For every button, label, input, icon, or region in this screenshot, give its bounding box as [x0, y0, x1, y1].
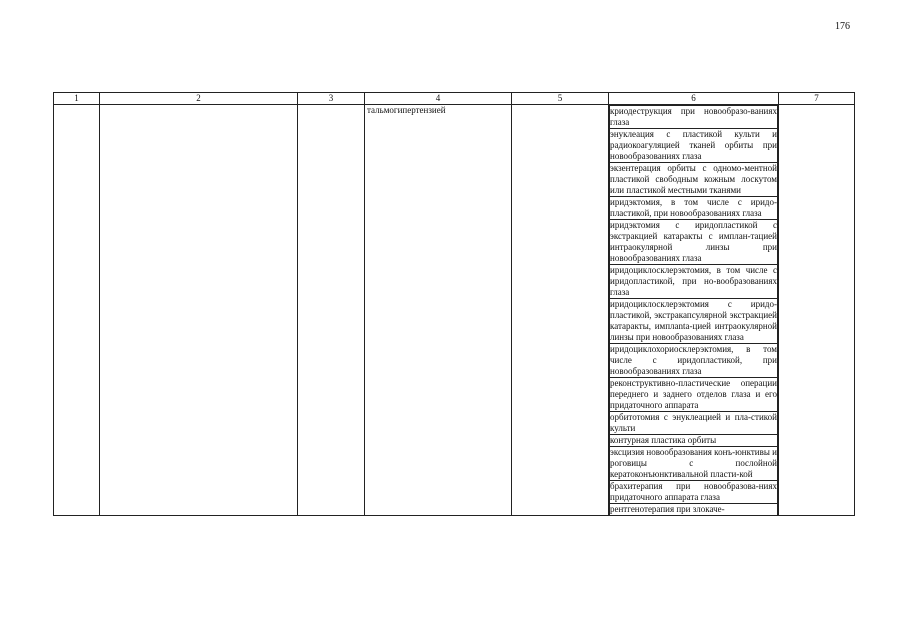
page-number: 176	[835, 21, 850, 32]
cell-col1	[54, 105, 100, 516]
procedure-item: орбитотомия с энуклеацией и пла-стикой культи	[610, 412, 777, 433]
column-header-2: 2	[100, 93, 298, 105]
procedure-item: энуклеация с пластикой культи и радиокоагуляцией тканей орбиты при новообразованиях глаза	[610, 129, 777, 161]
cell-col3	[298, 105, 365, 516]
procedure-item: иридоциклохориосклерэктомия, в том числе с иридопластикой, при новообразованиях глаза	[610, 344, 777, 376]
procedure-item: рентгенотерапия при злокаче-	[610, 504, 778, 516]
cell-col6	[609, 105, 779, 516]
procedures-table	[53, 92, 855, 516]
column-header-4: 4	[365, 93, 512, 105]
procedure-item: иридэктомия с иридопластикой с экстракцией катаракты с имплан-тацией интраокулярной линзы при новообразованиях глаза	[610, 220, 777, 263]
cell-col4	[365, 105, 512, 516]
column-header-3: 3	[298, 93, 365, 105]
procedure-item: иридоциклосклерэктомия, в том числе с иридопластикой, при но-вообразованиях глаза	[610, 265, 777, 297]
column-header-5: 5	[512, 93, 609, 105]
column-header-6: 6	[609, 93, 779, 105]
procedure-item: брахитерапия при новообразова-ниях придаточного аппарата глаза	[610, 481, 777, 502]
procedure-item: реконструктивно-пластические операции переднего и заднего отделов глаза и его придаточного аппарата	[610, 378, 777, 410]
table-row	[54, 105, 855, 516]
column-header-7: 7	[779, 93, 855, 105]
column-header-1: 1	[54, 93, 100, 105]
cell-col2	[100, 105, 298, 516]
procedure-item: иридэктомия, в том числе с иридо-пластикой, при новообразованиях глаза	[610, 197, 777, 218]
header-row	[54, 93, 855, 105]
procedure-item: криодеструкция при новообразо-ваниях глаза	[610, 106, 777, 127]
procedure-item: контурная пластика орбиты	[610, 435, 778, 447]
cell-col5	[512, 105, 609, 516]
procedure-item: иридоциклосклерэктомия с иридо-пластикой, экстракапсулярной экстракцией катаракты, имплanta-цией интраокулярной линзы при новообразованиях глаза	[610, 299, 777, 342]
procedure-item: эксцизия новообразования конъ-юнктивы и роговицы с послойной кератоконъюнктивальной пласти-кой	[610, 447, 777, 479]
procedure-list	[609, 105, 778, 515]
cell-col7	[779, 105, 855, 516]
diagnosis-text: тальмогипертензией	[367, 105, 446, 115]
procedure-item: экзентерация орбиты с одномо-ментной пластикой свободным кожным лоскутом или пластикой местными тканями	[610, 163, 777, 195]
